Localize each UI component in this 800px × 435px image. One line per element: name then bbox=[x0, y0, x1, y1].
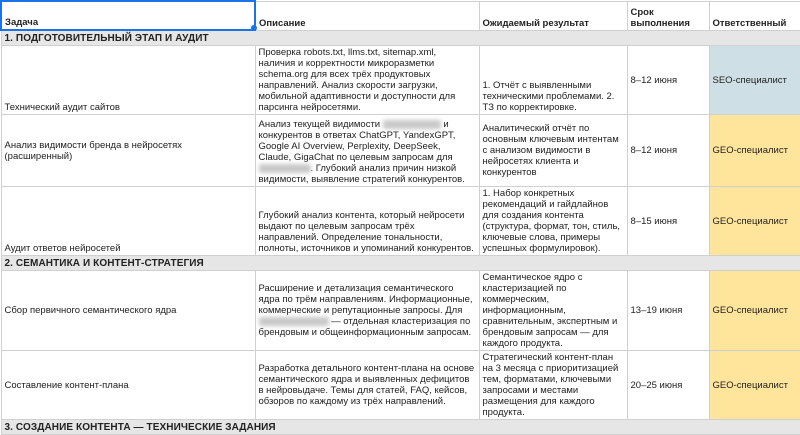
description-part: и конкурентов в ответах ChatGPT, YandexGPT, Google AI Overview, Perplexity, DeepSeek, Claude, GigaChat по целевым запросам для bbox=[258, 119, 456, 163]
description-part: — отдельная кластеризация по брендовым и общеинформационным запросам. bbox=[258, 316, 472, 338]
deadline-cell[interactable]: 8–12 июня bbox=[627, 115, 709, 187]
description-part: . Глубокий анализ причин низкой видимости, выявление стратегий конкурентов. bbox=[258, 163, 465, 185]
result-cell[interactable]: Аналитический отчёт по основным ключевым интентам с анализом видимости в нейросетях клиента и конкурентов bbox=[479, 115, 627, 187]
task-cell[interactable]: Сбор первичного семантического ядра bbox=[1, 271, 255, 351]
redacted-text bbox=[259, 164, 311, 173]
owner-cell[interactable]: GEO-специалист bbox=[709, 351, 800, 420]
table-row bbox=[1, 351, 800, 420]
section-title[interactable]: 2. СЕМАНТИКА И КОНТЕНТ-СТРАТЕГИЯ bbox=[1, 256, 800, 271]
result-cell[interactable]: 1. Набор конкретных рекомендаций и гайдлайнов для создания контента (структура, формат, тон, стиль, ключевые слова, примеры успешных формулировок). bbox=[479, 187, 627, 256]
column-header-result[interactable]: Ожидаемый результат bbox=[479, 1, 627, 30]
section-row bbox=[1, 256, 800, 271]
section-row bbox=[1, 30, 800, 46]
description-part: Анализ текущей видимости bbox=[258, 119, 381, 130]
table-row bbox=[1, 115, 800, 187]
description-cell[interactable]: Разработка детального контент-плана на основе семантического ядра и выявленных дефицитов в нейровыдаче. Темы для статей, FAQ, кейсов, обзоров по каждому из трёх направлений. bbox=[255, 351, 479, 420]
column-header-owner[interactable]: Ответственный bbox=[709, 1, 800, 30]
table-row bbox=[1, 271, 800, 351]
column-header-deadline[interactable]: Срок выполнения bbox=[627, 1, 709, 30]
column-header-task[interactable]: Задача bbox=[1, 1, 255, 30]
owner-cell[interactable]: GEO-специалист bbox=[709, 271, 800, 351]
redacted-text bbox=[259, 317, 329, 326]
header-row bbox=[1, 1, 800, 30]
table-row bbox=[1, 187, 800, 256]
deadline-cell[interactable]: 8–12 июня bbox=[627, 46, 709, 115]
task-cell[interactable]: Аудит ответов нейросетей bbox=[1, 187, 255, 256]
description-part: Расширение и детализация семантического ядра по трём направлениям. Информационные, коммерческие и репутационные запросы. Для bbox=[258, 283, 473, 316]
result-cell[interactable]: 1. Отчёт с выявленными техническими проблемами. 2. ТЗ по корректировке. bbox=[479, 46, 627, 115]
deadline-cell[interactable]: 8–15 июня bbox=[627, 187, 709, 256]
redacted-text bbox=[383, 120, 441, 129]
column-header-description[interactable]: Описание bbox=[255, 1, 479, 30]
section-row bbox=[1, 420, 800, 435]
task-cell[interactable]: Технический аудит сайтов bbox=[1, 46, 255, 115]
section-title[interactable]: 3. СОЗДАНИЕ КОНТЕНТА — ТЕХНИЧЕСКИЕ ЗАДАНИЯ bbox=[1, 420, 800, 435]
description-cell[interactable]: Проверка robots.txt, llms.txt, sitemap.xml, наличия и корректности микроразметки schema.org для всех трёх продуктовых направлений. Анализ скорости загрузки, мобильной адаптивности и доступности для парсинга нейросетями. bbox=[255, 46, 479, 115]
task-cell[interactable]: Составление контент-плана bbox=[1, 351, 255, 420]
owner-cell[interactable]: SEO-специалист bbox=[709, 46, 800, 115]
result-cell[interactable]: Стратегический контент-план на 3 месяца с приоритизацией тем, форматами, ключевыми запросами и местами размещения для каждого продукта. bbox=[479, 351, 627, 420]
deadline-cell[interactable]: 20–25 июня bbox=[627, 351, 709, 420]
table-row bbox=[1, 46, 800, 115]
deadline-cell[interactable]: 13–19 июня bbox=[627, 271, 709, 351]
description-cell[interactable] bbox=[255, 115, 479, 187]
description-cell[interactable]: Глубокий анализ контента, который нейросети выдают по целевым запросам трёх направлений. Определение тональности, полноты, источников и упоминаний конкурентов. bbox=[255, 187, 479, 256]
owner-cell[interactable]: GEO-специалист bbox=[709, 187, 800, 256]
task-cell[interactable]: Анализ видимости бренда в нейросетях (расширенный) bbox=[1, 115, 255, 187]
section-title[interactable]: 1. ПОДГОТОВИТЕЛЬНЫЙ ЭТАП И АУДИТ bbox=[1, 30, 800, 46]
selection-handle[interactable] bbox=[251, 25, 257, 31]
result-cell[interactable]: Семантическое ядро с кластеризацией по коммерческим, информационным, сравнительным, экспертным и брендовым запросам — для каждого продукта. bbox=[479, 271, 627, 351]
owner-cell[interactable]: GEO-специалист bbox=[709, 115, 800, 187]
description-cell[interactable] bbox=[255, 271, 479, 351]
